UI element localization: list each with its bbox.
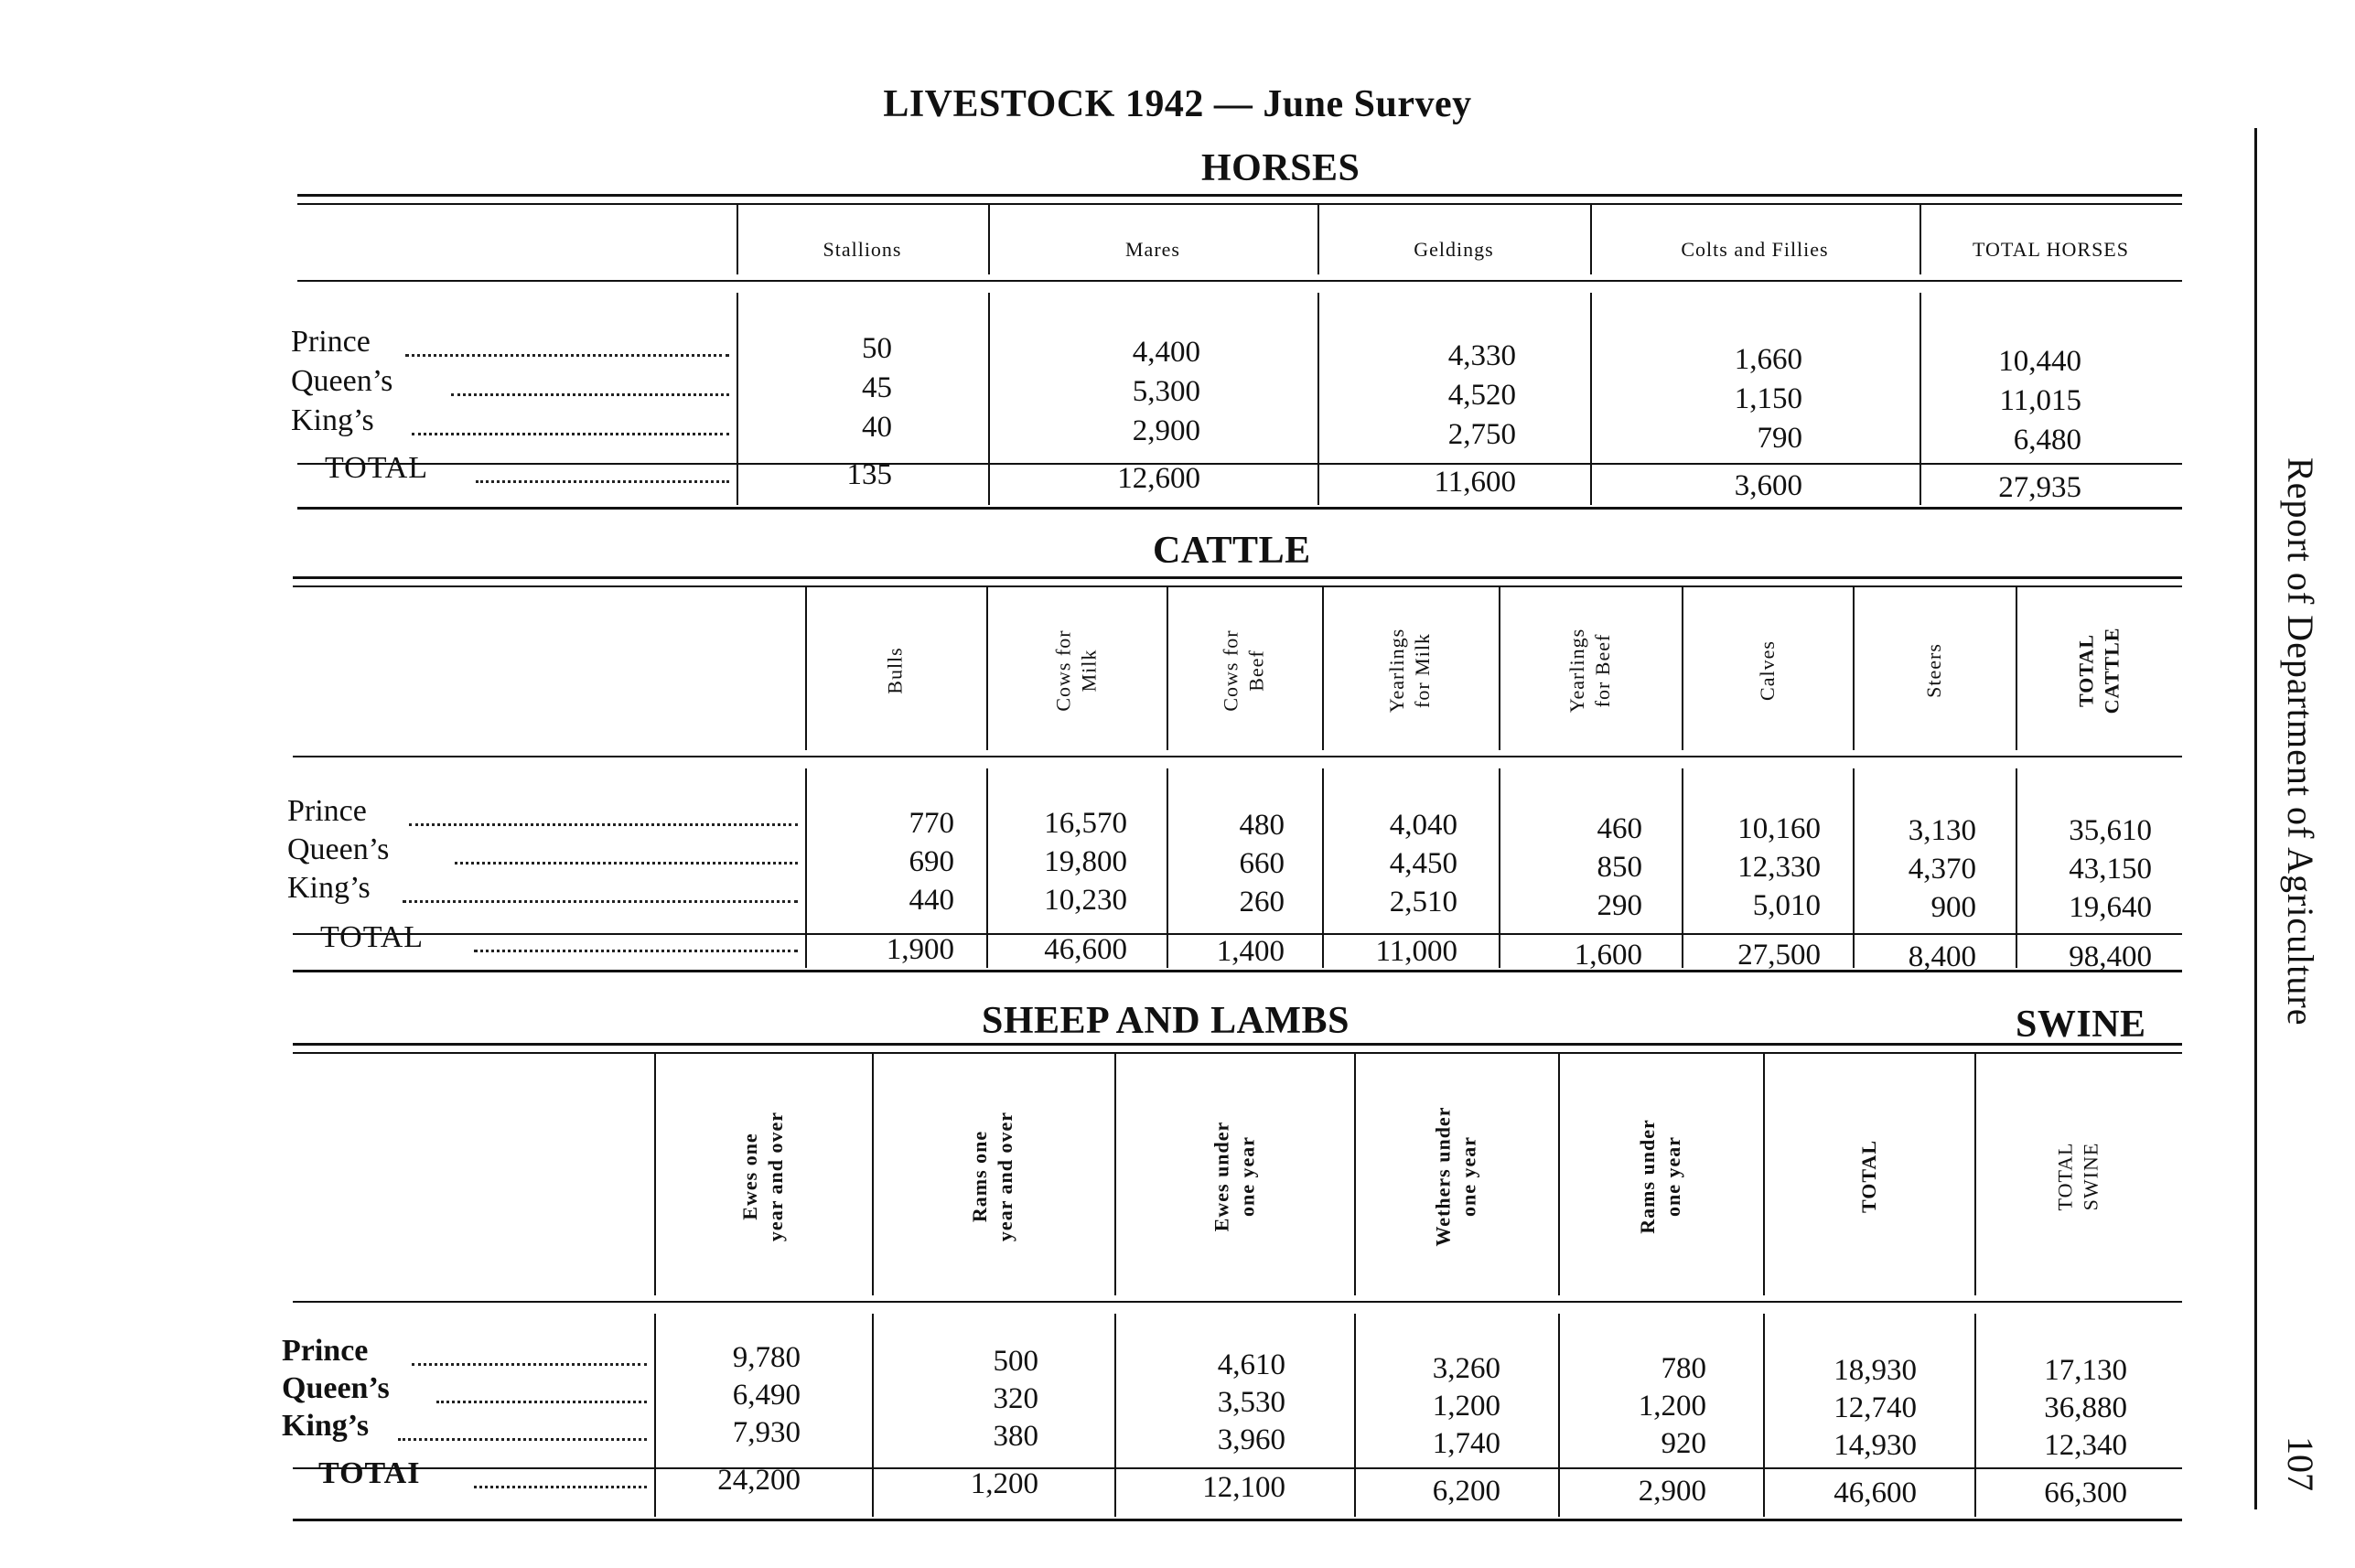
column-header: Colts and Fillies	[1681, 238, 1829, 261]
column-header	[1322, 587, 1499, 754]
cell-value: 780	[1661, 1352, 1706, 1385]
column-header-text: Cows for Beef	[1220, 629, 1268, 712]
header-rule	[293, 1301, 2182, 1303]
column-header-text: Wethers under one year	[1431, 1106, 1480, 1247]
total-value: 98,400	[2069, 940, 2152, 973]
column-header: Mares	[1125, 238, 1180, 261]
cell-value: 11,015	[1999, 384, 2081, 417]
cell-value: 1,200	[1638, 1390, 1706, 1423]
total-value: 8,400	[1908, 940, 1976, 973]
cell-value: 2,510	[1389, 886, 1457, 918]
cell-value: 920	[1661, 1427, 1706, 1460]
bottom-rule	[293, 1519, 2182, 1521]
cell-value: 19,640	[2069, 891, 2152, 924]
column-header	[1114, 1054, 1354, 1299]
leader-dots	[476, 480, 729, 483]
cell-value: 43,150	[2069, 853, 2152, 886]
cell-value: 7,930	[732, 1416, 801, 1449]
column-header	[1682, 587, 1853, 754]
leader-dots	[405, 354, 729, 357]
leader-dots	[455, 862, 798, 865]
column-header	[1558, 1054, 1763, 1299]
column-header: Geldings	[1414, 238, 1494, 261]
cell-value: 1,150	[1734, 382, 1802, 415]
cell-value: 45	[862, 371, 892, 404]
cell-value: 690	[909, 845, 954, 878]
leader-dots	[451, 393, 729, 396]
cell-value: 320	[993, 1382, 1038, 1415]
cell-value: 3,130	[1908, 814, 1976, 847]
cell-value: 36,880	[2044, 1391, 2127, 1424]
cell-value: 2,750	[1447, 418, 1516, 451]
row-label: Queen’s	[287, 832, 390, 866]
column-header-text: TOTAL SWINE	[2053, 1142, 2102, 1211]
column-header: Stallions	[823, 238, 902, 261]
cell-value: 10,160	[1737, 812, 1821, 845]
leader-dots	[409, 823, 798, 826]
header-rule	[297, 280, 2182, 282]
top-rule	[293, 1043, 2182, 1046]
cell-value: 2,900	[1132, 414, 1200, 447]
leader-dots	[412, 433, 729, 435]
cell-value: 6,480	[2013, 424, 2081, 456]
leader-dots	[398, 1438, 647, 1441]
cell-value: 4,040	[1389, 809, 1457, 842]
total-label: TOTAL	[325, 451, 429, 485]
row-label: Queen’s	[291, 364, 393, 398]
cell-value: 10,230	[1044, 884, 1127, 917]
column-header	[1853, 587, 2016, 754]
cell-value: 50	[862, 332, 892, 365]
horses-heading: HORSES	[1201, 147, 1360, 189]
cell-value: 4,400	[1132, 336, 1200, 369]
cell-value: 460	[1597, 812, 1642, 845]
column-header-text: Bulls	[884, 647, 907, 694]
cell-value: 440	[909, 884, 954, 917]
cell-value: 6,490	[732, 1379, 801, 1412]
column-header-text: TOTAL CATTLE	[2074, 627, 2123, 714]
row-label: King’s	[291, 403, 374, 437]
column-header-text: Calves	[1755, 640, 1779, 701]
cell-value: 380	[993, 1420, 1038, 1453]
column-header	[872, 1054, 1114, 1299]
column-header-text: Yearlings for Milk	[1385, 628, 1435, 714]
total-label: TOTAI	[318, 1456, 421, 1490]
row-label: King’s	[287, 871, 371, 905]
cell-value: 14,930	[1833, 1429, 1917, 1462]
total-value: 12,100	[1202, 1471, 1285, 1504]
cell-value: 290	[1597, 889, 1642, 922]
column-header-text: Yearlings for Beef	[1565, 628, 1614, 714]
total-value: 2,900	[1638, 1475, 1706, 1508]
cell-value: 1,660	[1734, 343, 1802, 376]
side-title: Report of Department of Agriculture	[2280, 457, 2321, 1026]
column-header-text: Rams one year and over	[968, 1111, 1017, 1242]
cell-value: 10,440	[1998, 345, 2081, 378]
cell-value: 1,740	[1432, 1427, 1500, 1460]
column-header	[1974, 1054, 2182, 1299]
total-value: 27,935	[1998, 471, 2081, 504]
bottom-rule	[297, 507, 2182, 510]
cell-value: 40	[862, 411, 892, 444]
cell-value: 260	[1239, 886, 1285, 918]
leader-dots	[474, 950, 798, 952]
cell-value: 770	[909, 807, 954, 840]
cell-value: 4,520	[1447, 379, 1516, 412]
total-value: 135	[846, 458, 892, 491]
row-label: Prince	[291, 325, 371, 359]
cell-value: 5,010	[1752, 889, 1821, 922]
total-value: 46,600	[1833, 1477, 1917, 1509]
cell-value: 660	[1239, 847, 1285, 880]
leader-dots	[436, 1401, 647, 1403]
cell-value: 4,610	[1217, 1348, 1285, 1381]
cell-value: 790	[1757, 422, 1802, 455]
cell-value: 12,340	[2044, 1429, 2127, 1462]
cell-value: 19,800	[1044, 845, 1127, 878]
side-rule	[2254, 128, 2257, 1509]
column-header-text: Steers	[1921, 643, 1945, 698]
row-label: Prince	[282, 1334, 369, 1368]
column-header	[1499, 587, 1682, 754]
total-value: 66,300	[2044, 1477, 2127, 1509]
leader-dots	[474, 1486, 647, 1488]
cattle-heading: CATTLE	[1153, 530, 1311, 572]
column-header	[805, 587, 986, 754]
cell-value: 12,740	[1833, 1391, 1917, 1424]
total-value: 46,600	[1044, 933, 1127, 966]
column-header-text: Cows for Milk	[1051, 629, 1101, 712]
column-header	[1763, 1054, 1974, 1299]
cell-value: 4,370	[1908, 853, 1976, 886]
top-rule	[293, 576, 2182, 579]
column-header: TOTAL HORSES	[1973, 238, 2129, 261]
column-header-text: TOTAL	[1856, 1140, 1880, 1213]
total-rule	[297, 463, 2182, 465]
column-header	[1354, 1054, 1558, 1299]
total-rule	[293, 1467, 2182, 1469]
total-value: 1,600	[1574, 939, 1642, 972]
cell-value: 17,130	[2044, 1354, 2127, 1387]
cell-value: 3,260	[1432, 1352, 1500, 1385]
cell-value: 35,610	[2069, 814, 2152, 847]
cell-value: 5,300	[1132, 375, 1200, 408]
column-header	[1167, 587, 1322, 754]
cell-value: 18,930	[1833, 1354, 1917, 1387]
header-rule	[293, 756, 2182, 757]
total-label: TOTAL	[320, 920, 425, 954]
cell-value: 850	[1597, 851, 1642, 884]
cell-value: 1,200	[1432, 1390, 1500, 1423]
total-value: 11,600	[1434, 466, 1516, 499]
top-rule-inner	[297, 203, 2182, 205]
total-value: 27,500	[1737, 939, 1821, 972]
cell-value: 3,530	[1217, 1386, 1285, 1419]
column-header-text: Ewes under one year	[1210, 1121, 1258, 1232]
column-header-text: Rams under one year	[1635, 1119, 1684, 1234]
total-value: 1,400	[1216, 935, 1285, 968]
total-value: 11,000	[1375, 935, 1457, 968]
cell-value: 480	[1239, 809, 1285, 842]
leader-dots	[403, 900, 798, 903]
column-header-text: Ewes one year and over	[737, 1111, 787, 1242]
total-value: 12,600	[1117, 462, 1200, 495]
leader-dots	[412, 1363, 647, 1366]
swine-heading: SWINE	[2016, 1004, 2146, 1046]
total-value: 1,900	[886, 933, 954, 966]
cell-value: 4,450	[1389, 847, 1457, 880]
page-title: LIVESTOCK 1942 — June Survey	[883, 83, 1472, 125]
row-label: Prince	[287, 794, 367, 828]
row-label: King’s	[282, 1409, 370, 1443]
total-value: 1,200	[970, 1467, 1038, 1500]
cell-value: 9,780	[732, 1341, 801, 1374]
total-value: 3,600	[1734, 469, 1802, 502]
cell-value: 16,570	[1044, 807, 1127, 840]
row-label: Queen’s	[282, 1371, 390, 1405]
cell-value: 3,960	[1217, 1423, 1285, 1456]
sheep-heading: SHEEP AND LAMBS	[982, 1000, 1350, 1042]
top-rule	[297, 194, 2182, 197]
cell-value: 500	[993, 1345, 1038, 1378]
total-value: 6,200	[1432, 1475, 1500, 1508]
column-header	[2016, 587, 2182, 754]
column-header	[654, 1054, 872, 1299]
cell-value: 12,330	[1737, 851, 1821, 884]
total-value: 24,200	[717, 1464, 801, 1497]
page-number: 107	[2280, 1436, 2321, 1491]
column-header	[986, 587, 1167, 754]
cell-value: 900	[1930, 891, 1976, 924]
cell-value: 4,330	[1447, 339, 1516, 372]
